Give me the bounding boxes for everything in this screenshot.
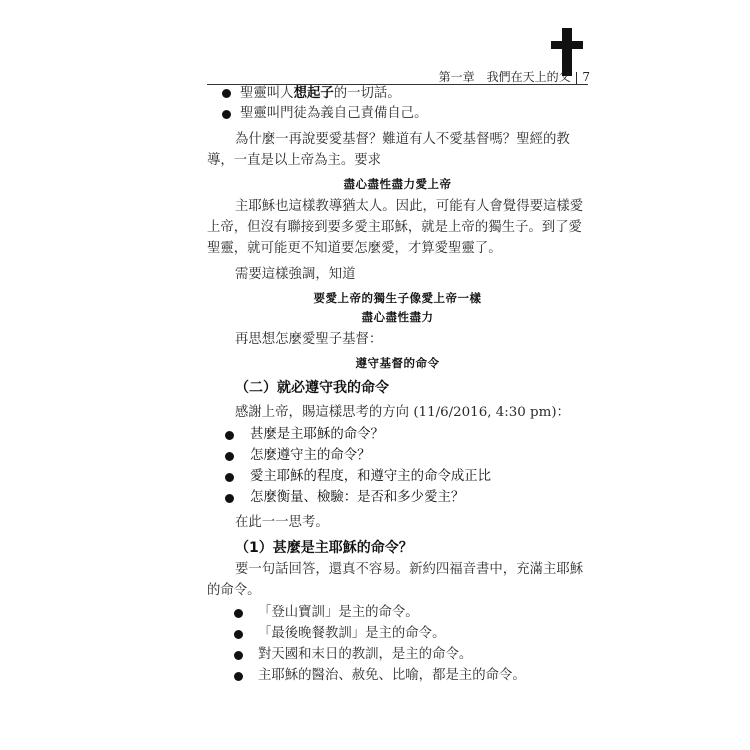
- paragraph-line: 在此一一思考。: [235, 515, 329, 530]
- bullet-dot: [225, 473, 234, 482]
- paragraph-line: 導，一直是以上帝為主。要求: [207, 153, 382, 168]
- bullet-dot: [225, 494, 234, 503]
- bullet-dot: [222, 110, 231, 119]
- paragraph-line: 上帝，但沒有聯接到要多愛主耶穌，就是上帝的獨生子。到了愛: [207, 220, 582, 235]
- list-item: 聖靈叫門徒為義自己責備自己。: [240, 106, 428, 121]
- paragraph-line: 聖靈，就可能更不知道要怎麼愛，才算愛聖靈了。: [207, 241, 502, 256]
- list-item: 聖靈叫人想起子的一切話。: [240, 85, 401, 101]
- paragraph-line: 主耶穌也這樣教導猶太人。因此，可能有人會覺得要這樣愛: [235, 199, 584, 214]
- subsection-heading: （1）甚麼是主耶穌的命令？: [235, 540, 413, 556]
- list-item: 對天國和末日的教訓，是主的命令。: [258, 647, 473, 662]
- paragraph-line: 為什麼一再說要愛基督？難道有人不愛基督嗎？聖經的教: [235, 132, 570, 147]
- bullet-dot: [234, 609, 243, 618]
- bullet-dot: [225, 431, 234, 440]
- section-heading: （二）就必遵守我的命令: [235, 380, 389, 396]
- paragraph-line: 的命令。: [207, 583, 261, 598]
- bullet-dot: [234, 672, 243, 681]
- paragraph-line: 感謝上帝，賜這樣思考的方向 (11/6/2016, 4:30 pm)：: [235, 405, 570, 420]
- list-item: 甚麼是主耶穌的命令？: [250, 427, 384, 442]
- list-item: 主耶穌的醫治、赦免、比喻，都是主的命令。: [258, 668, 526, 683]
- bullet-dot: [234, 651, 243, 660]
- chapter-title: 第一章 我們在天上的父: [438, 70, 571, 84]
- centered-quote: 盡心盡性盡力愛上帝: [343, 177, 452, 191]
- centered-quote: 盡心盡性盡力: [361, 310, 434, 324]
- bullet-dot: [222, 89, 231, 98]
- centered-quote: 遵守基督的命令: [355, 356, 440, 370]
- paragraph-line: 再思想怎麼愛聖子基督：: [235, 332, 383, 347]
- list-item: 怎麼衡量、檢驗：是否和多少愛主？: [250, 490, 465, 505]
- paragraph-line: 要一句話回答，還真不容易。新約四福音書中，充滿主耶穌: [235, 562, 584, 577]
- list-item: 愛主耶穌的程度，和遵守主的命令成正比: [250, 469, 492, 484]
- list-item: 「登山寶訓」是主的命令。: [258, 605, 419, 620]
- list-item: 怎麼遵守主的命令？: [250, 448, 371, 463]
- bullet-dot: [234, 630, 243, 639]
- centered-quote: 要愛上帝的獨生子像愛上帝一樣: [313, 291, 482, 305]
- paragraph-line: 需要這樣強調，知道: [235, 267, 356, 282]
- list-item: 「最後晚餐教訓」是主的命令。: [258, 626, 446, 641]
- running-header: [400, 68, 590, 85]
- header-separator: |: [574, 70, 579, 84]
- page-number: 7: [582, 70, 590, 84]
- bullet-dot: [225, 452, 234, 461]
